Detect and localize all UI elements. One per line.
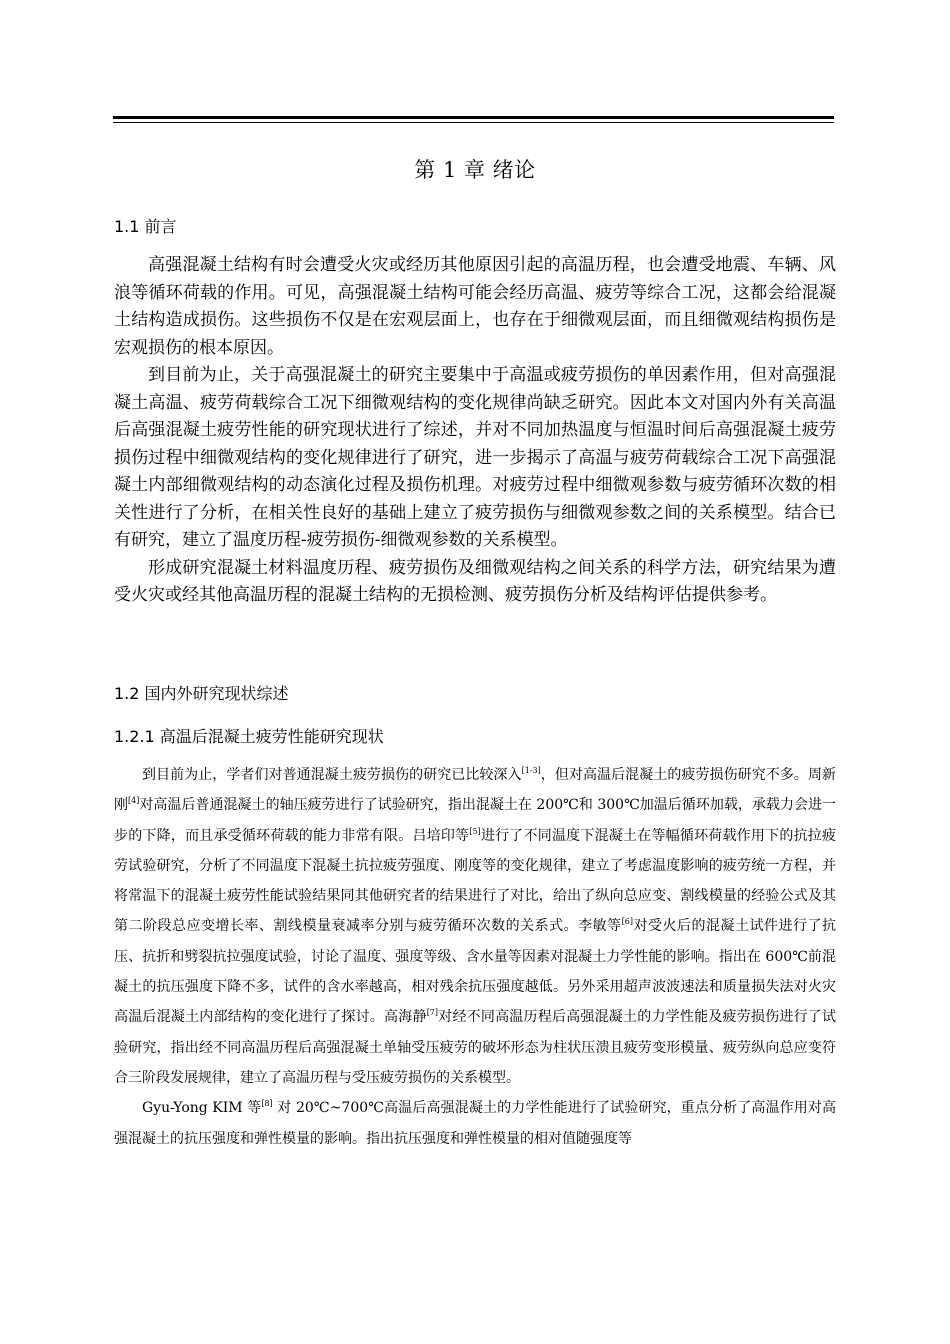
citation: [1-3] (521, 766, 541, 775)
text-run: Gyu-Yong KIM 等 (142, 1100, 262, 1117)
section-heading-1-2-1: 1.2.1 高温后混凝土疲劳性能研究现状 (114, 727, 384, 746)
section-1-2-1-body (114, 760, 836, 1154)
citation: [4] (128, 796, 140, 806)
paragraph (114, 1093, 836, 1154)
text-run: 到目前为止，学者们对普通混凝土疲劳损伤的研究已比较深入 (142, 767, 522, 783)
text-run: ，但对高温后混凝土的疲劳损伤研究不多。周新刚 (114, 767, 837, 814)
header-rule-thin (113, 122, 834, 123)
text-run: 进行了不同温度下混凝土在等幅循环荷载作用下的抗拉疲劳试验研究，分析了不同温度下混凝土抗拉疲劳强度、刚度等的变化规律，建立了考虑温度影响的疲劳统一方程，并将常温下的混凝土疲劳性能试验结果同其他研究者的结果进行了对比，给出了纵向总应变、割线模量的经验公式及其第二阶段总应变增长率、割线模量衰减率分别与疲劳循环次数的关系式。李敏等 (114, 827, 836, 935)
citation: [7] (426, 1008, 439, 1018)
text-run: 对经不同高温历程后高强混凝土的力学性能及疲劳损伤进行了试验研究，指出经不同高温历程后高强混凝土单轴受压疲劳的破坏形态为柱状压溃且疲劳变形模量、疲劳纵向总应变符合三阶段发展规律，建立了高温历程与受压疲劳损伤的关系模型。 (114, 1009, 836, 1086)
paragraph: 到目前为止，关于高强混凝土的研究主要集中于高温或疲劳损伤的单因素作用，但对高强混凝土高温、疲劳荷载综合工况下细微观结构的变化规律尚缺乏研究。因此本文对国内外有关高温后高强混凝土疲劳性能的研究现状进行了综述，并对不同加热温度与恒温时间后高强混凝土疲劳损伤过程中细微观结构的变化规律进行了研究，进一步揭示了高温与疲劳荷载综合工况下高强混凝土内部细微观结构的动态演化过程及损伤机理。对疲劳过程中细微观参数与疲劳循环次数的相关性进行了分析，在相关性良好的基础上建立了疲劳损伤与细微观参数之间的关系模型。结合已有研究，建立了温度历程-疲劳损伤-细微观参数的关系模型。 (114, 365, 836, 550)
section-1-1-body (114, 252, 836, 610)
citation: [5] (469, 826, 481, 836)
text-run: 对高温后普通混凝土的轴压疲劳进行了试验研究，指出混凝土在 200℃和 300℃加温后循环加载，承载力会进一步的下降，而且承受循环荷载的能力非常有限。吕培印等 (114, 797, 837, 844)
chapter-title: 第 1 章 绪论 (414, 158, 536, 182)
paragraph: 高强混凝土结构有时会遭受火灾或经历其他原因引起的高温历程，也会遭受地震、车辆、风浪等循环荷载的作用。可见，高强混凝土结构可能会经历高温、疲劳等综合工况，这都会给混凝土结构造成损伤。这些损伤不仅是在宏观层面上，也存在于细微观层面，而且细微观结构损伤是宏观损伤的根本原因。 (114, 255, 836, 358)
paragraph: 形成研究混凝土材料温度历程、疲劳损伤及细微观结构之间关系的科学方法，研究结果为遭受火灾或经其他高温历程的混凝土结构的无损检测、疲劳损伤分析及结构评估提供参考。 (114, 557, 836, 605)
section-heading-1-1: 1.1 前言 (114, 217, 177, 236)
citation: [6] (621, 917, 633, 927)
text-run: 对受火后的混凝土试件进行了抗压、抗折和劈裂抗拉强度试验，讨论了温度、强度等级、含水量等因素对混凝土力学性能的影响。指出在 600℃前混凝土的抗压强度下降不多，试件的含水率越高，相对残余抗压强度越低。另外采用超声波波速法和质量损失法对火灾高温后混凝土内部结构的变化进行了探讨。高海静 (114, 918, 836, 1026)
paragraph (114, 760, 836, 1093)
section-heading-1-2: 1.2 国内外研究现状综述 (114, 684, 289, 703)
text-run: 对 20℃~700℃高温后高强混凝土的力学性能进行了试验研究，重点分析了高温作用对高强混凝土的抗压强度和弹性模量的影响。指出抗压强度和弹性模量的相对值随强度等 (114, 1100, 836, 1147)
header-rule-thick (113, 116, 834, 119)
citation: [8] (261, 1099, 273, 1109)
